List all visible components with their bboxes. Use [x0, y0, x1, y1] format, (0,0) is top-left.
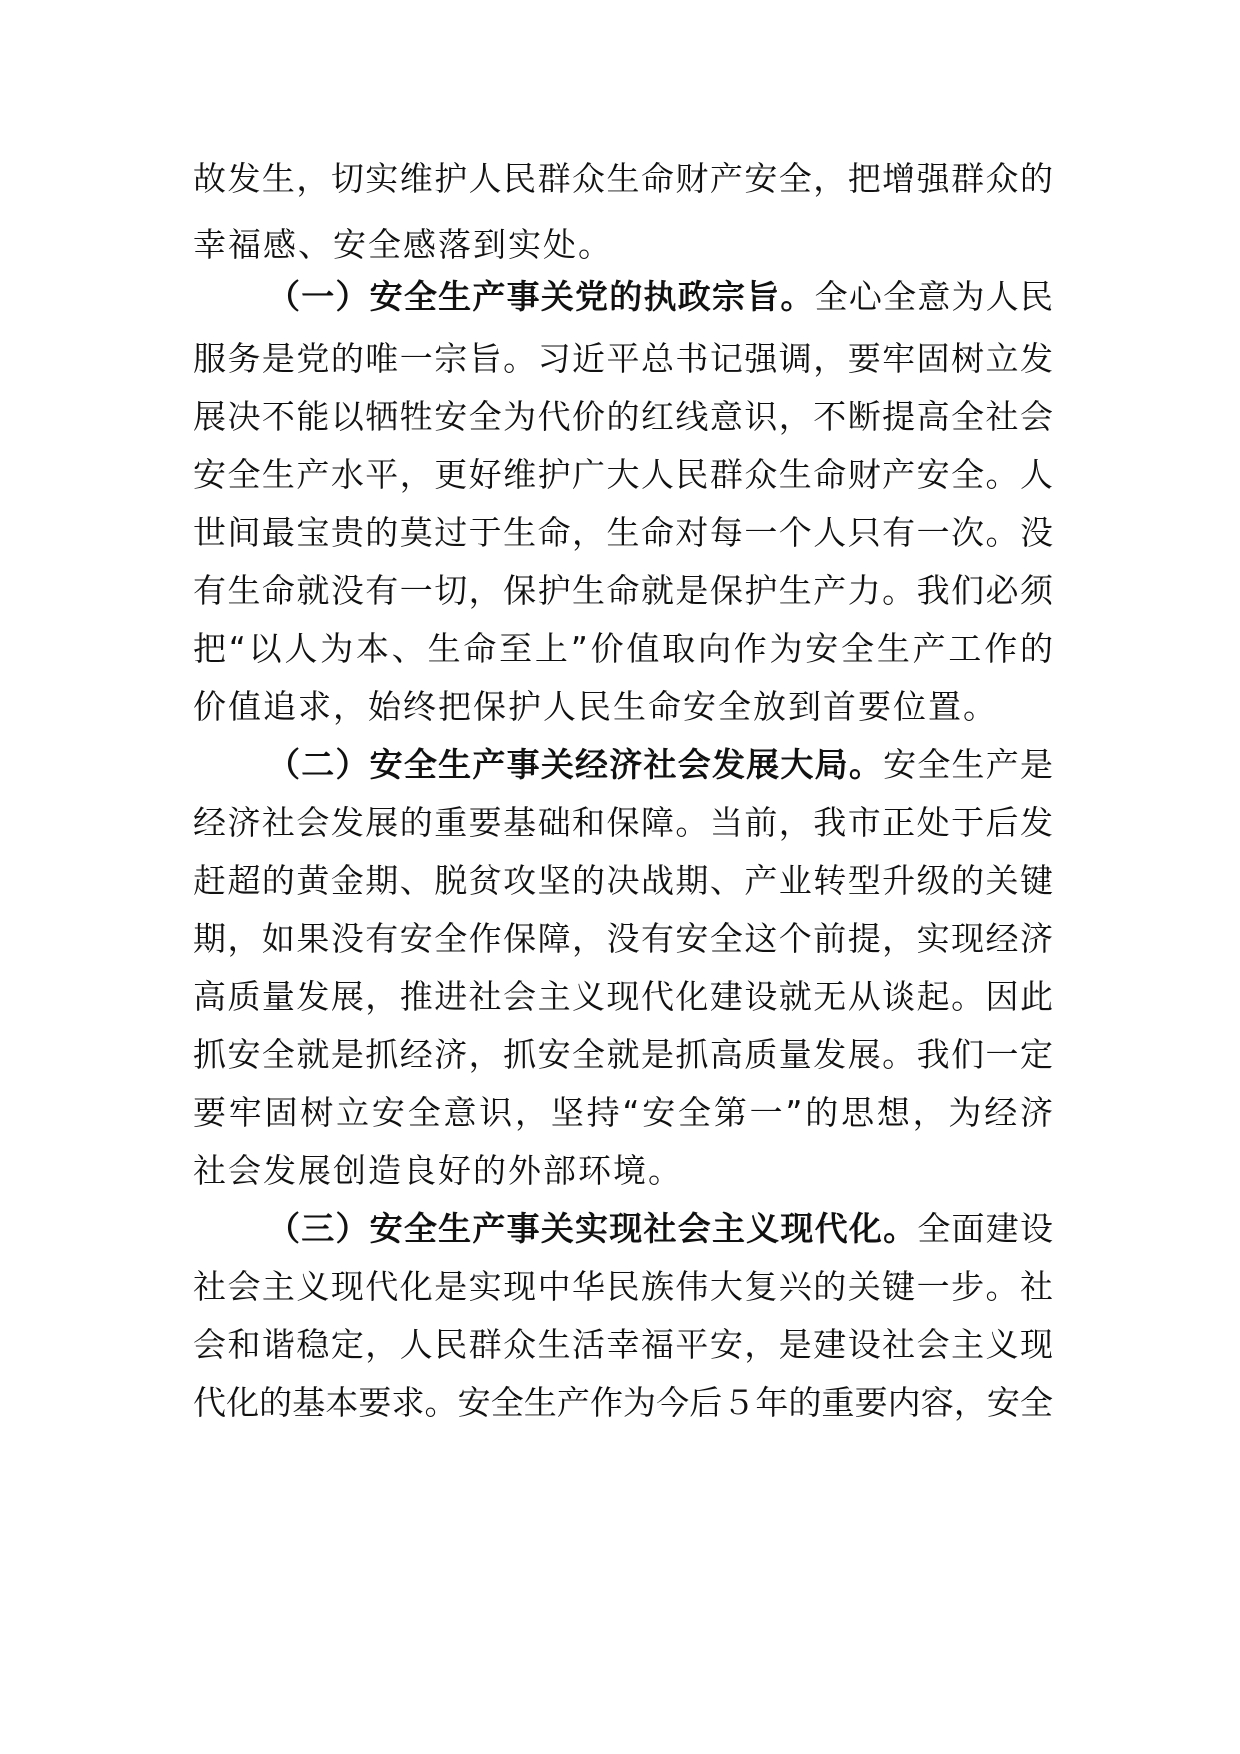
body-line: 高质量发展，推进社会主义现代化建设就无从谈起。因此: [193, 977, 1053, 1016]
section-heading-1: （一）安全生产事关党的执政宗旨。: [267, 277, 815, 316]
body-line: 要牢固树立安全意识，坚持“安全第一”的思想，为经济: [193, 1093, 1053, 1132]
body-line: 价值追求，始终把保护人民生命安全放到首要位置。: [193, 687, 998, 726]
body-line: 服务是党的唯一宗旨。习近平总书记强调，要牢固树立发: [193, 339, 1053, 378]
section-heading-line: （一）安全生产事关党的执政宗旨。全心全意为人民: [267, 277, 1053, 316]
body-line: 安全生产水平，更好维护广大人民群众生命财产安全。人: [193, 455, 1053, 494]
body-line: 展决不能以牺牲安全为代价的红线意识，不断提高全社会: [193, 397, 1053, 436]
body-line: 故发生，切实维护人民群众生命财产安全，把增强群众的: [193, 159, 1053, 198]
body-line: 会和谐稳定，人民群众生活幸福平安，是建设社会主义现: [193, 1325, 1053, 1364]
body-line: 社会发展创造良好的外部环境。: [193, 1151, 683, 1190]
body-line: 世间最宝贵的莫过于生命，生命对每一个人只有一次。没: [193, 513, 1053, 552]
section-heading-line: （三）安全生产事关实现社会主义现代化。全面建设: [267, 1209, 1053, 1248]
section-heading-line: （二）安全生产事关经济社会发展大局。安全生产是: [267, 745, 1053, 784]
body-line: 幸福感、安全感落到实处。: [193, 225, 613, 264]
body-line: 代化的基本要求。安全生产作为今后５年的重要内容，安全: [193, 1383, 1053, 1422]
section-heading-3: （三）安全生产事关实现社会主义现代化。: [267, 1209, 918, 1248]
body-line: 经济社会发展的重要基础和保障。当前，我市正处于后发: [193, 803, 1053, 842]
body-line: 抓安全就是抓经济，抓安全就是抓高质量发展。我们一定: [193, 1035, 1053, 1074]
section-heading-2: （二）安全生产事关经济社会发展大局。: [267, 745, 884, 784]
body-line: 把“以人为本、生命至上”价值取向作为安全生产工作的: [193, 629, 1053, 668]
body-line: 赶超的黄金期、脱贫攻坚的决战期、产业转型升级的关键: [193, 861, 1053, 900]
body-line: 有生命就没有一切，保护生命就是保护生产力。我们必须: [193, 571, 1053, 610]
body-line: 社会主义现代化是实现中华民族伟大复兴的关键一步。社: [193, 1267, 1053, 1306]
body-line: 期，如果没有安全作保障，没有安全这个前提，实现经济: [193, 919, 1053, 958]
